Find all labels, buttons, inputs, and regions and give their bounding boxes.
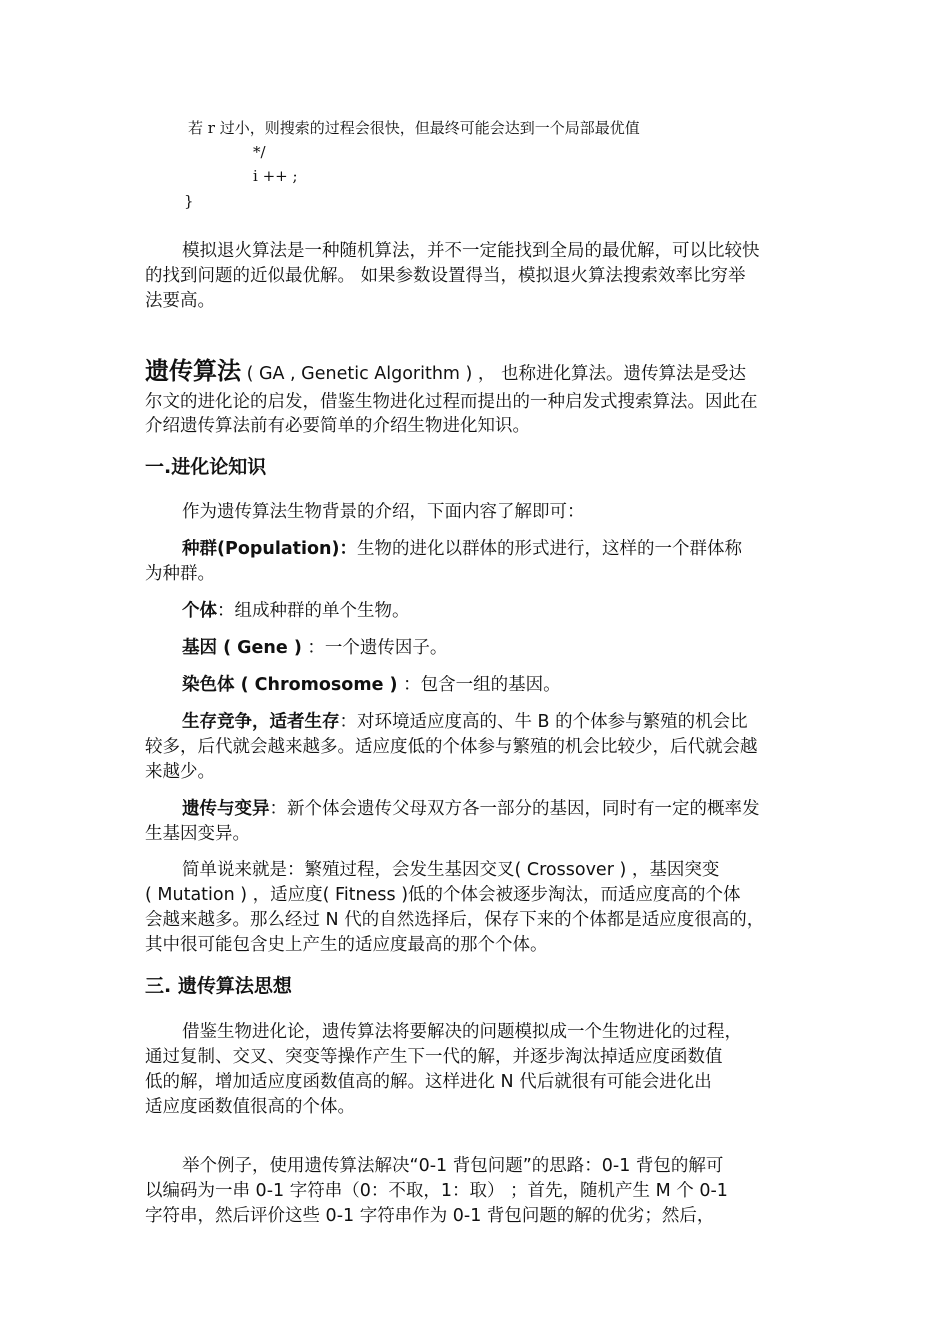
example-line1: 举个例子，使用遗传算法解决“0-1 背包问题”的思路：0-1 背包的解可 xyxy=(182,1156,724,1176)
gene-term: 基因 ( Gene ) xyxy=(182,638,302,658)
ga-title: 遗传算法 xyxy=(145,357,241,385)
section1-heading: 一.进化论知识 xyxy=(145,456,267,478)
survival-line3: 来越少。 xyxy=(145,762,215,782)
example-line3: 字符串，然后评价这些 0-1 字符串作为 0-1 背包问题的解的优劣；然后， xyxy=(145,1206,715,1226)
idea-line3: 低的解，增加适应度函数值高的解。这样进化 N 代后就很有可能会进化出 xyxy=(145,1072,712,1092)
summary-line1: 简单说来就是：繁殖过程，会发生基因交叉( Crossover ) ，基因突变 xyxy=(182,860,720,880)
summary-line3: 会越来越多。那么经过 N 代的自然选择后，保存下来的个体都是适应度很高的， xyxy=(145,910,765,930)
ga-intro-line1 xyxy=(145,351,746,387)
individual-text: ：组成种群的单个生物。 xyxy=(217,601,410,621)
individual-line xyxy=(182,599,410,624)
section1-intro: 作为遗传算法生物背景的介绍，下面内容了解即可： xyxy=(182,502,585,522)
idea-line1: 借鉴生物进化论，遗传算法将要解决的问题模拟成一个生物进化的过程， xyxy=(182,1022,742,1042)
summary-line4: 其中很可能包含史上产生的适应度最高的那个个体。 xyxy=(145,935,548,955)
population-line1 xyxy=(182,537,742,562)
population-text: 生物的进化以群体的形式进行，这样的一个群体称 xyxy=(356,539,742,559)
idea-line4: 适应度函数值很高的个体。 xyxy=(145,1097,355,1117)
population-line2: 为种群。 xyxy=(145,564,215,584)
sa-conclusion-line3: 法要高。 xyxy=(145,291,215,311)
sa-conclusion-line2: 的找到问题的近似最优解。 如果参数设置得当，模拟退火算法搜索效率比穷举 xyxy=(145,266,746,286)
chromosome-text: ：包含一组的基因。 xyxy=(397,675,561,695)
code-comment-line: 若 r 过小，则搜索的过程会很快，但最终可能会达到一个局部最优值 xyxy=(188,119,640,137)
inheritance-line1 xyxy=(182,797,760,822)
individual-term: 个体 xyxy=(182,601,217,621)
section3-heading: 三. 遗传算法思想 xyxy=(145,975,292,997)
population-term: 种群(Population)： xyxy=(182,539,357,559)
survival-line1 xyxy=(182,710,748,735)
gene-line xyxy=(182,636,447,661)
chromosome-line xyxy=(182,673,561,698)
summary-line2: ( Mutation ) ，适应度( Fitness )低的个体会被逐步淘汰，而适应度高的个体 xyxy=(145,885,741,905)
inheritance-text: ：新个体会遗传父母双方各一部分的基因，同时有一定的概率发 xyxy=(269,799,760,819)
survival-term: 生存竞争，适者生存 xyxy=(182,712,340,732)
code-comment-end: */ xyxy=(253,143,266,161)
inheritance-line2: 生基因变异。 xyxy=(145,824,250,844)
gene-text: ：一个遗传因子。 xyxy=(301,638,448,658)
sa-conclusion-line1: 模拟退火算法是一种随机算法，并不一定能找到全局的最优解，可以比较快 xyxy=(182,241,760,261)
code-closing-brace: } xyxy=(184,192,194,210)
idea-line2: 通过复制、交叉、突变等操作产生下一代的解，并逐步淘汰掉适应度函数值 xyxy=(145,1047,723,1067)
example-line2: 以编码为一串 0-1 字符串（0：不取，1：取） ；首先，随机产生 M 个 0-1 xyxy=(145,1181,728,1201)
ga-intro-line1-text: ( GA , Genetic Algorithm ) ， 也称进化算法。遗传算法是受达 xyxy=(241,364,746,384)
ga-intro-line2: 尔文的进化论的启发，借鉴生物进化过程而提出的一种启发式搜索算法。因此在 xyxy=(145,392,758,412)
ga-intro-line3: 介绍遗传算法前有必要简单的介绍生物进化知识。 xyxy=(145,416,530,436)
survival-line2: 较多，后代就会越来越多。适应度低的个体参与繁殖的机会比较少，后代就会越 xyxy=(145,737,758,757)
chromosome-term: 染色体 ( Chromosome ) xyxy=(182,675,398,695)
inheritance-term: 遗传与变异 xyxy=(182,799,270,819)
code-increment: i ++ ; xyxy=(253,167,298,185)
survival-text: ：对环境适应度高的、牛 B 的个体参与繁殖的机会比 xyxy=(339,712,748,732)
